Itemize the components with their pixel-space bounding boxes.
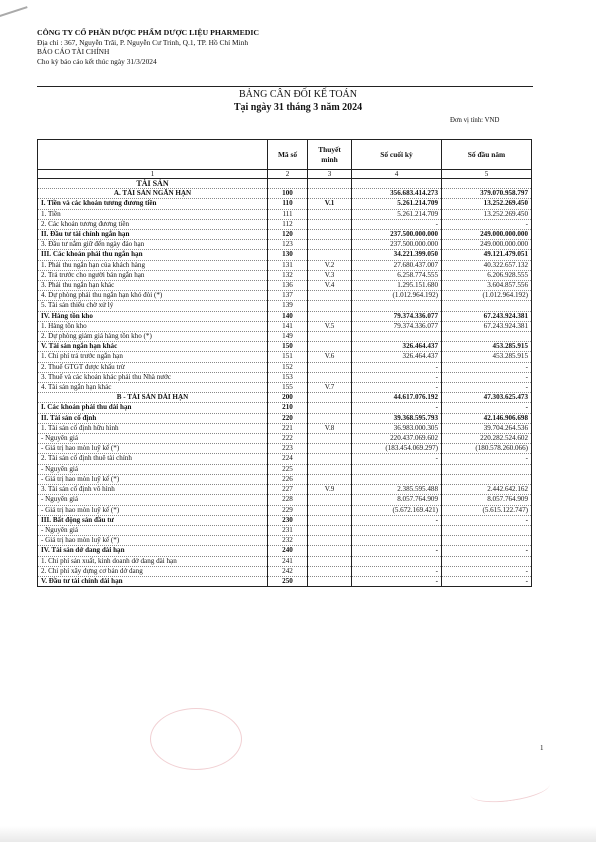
cell-label: TÀI SẢN (38, 179, 268, 189)
cell-begin: 6.206.928.555 (442, 270, 532, 280)
cell-code: 151 (268, 352, 308, 362)
scan-bottom-edge (0, 826, 596, 842)
cell-begin: - (442, 454, 532, 464)
cell-begin: - (442, 219, 532, 229)
cell-begin: 13.252.269.450 (442, 199, 532, 209)
cell-note: V.2 (308, 260, 352, 270)
cell-code: 232 (268, 536, 308, 546)
header-note: Thuyết minh (308, 140, 352, 170)
cell-note (308, 332, 352, 342)
cell-label: A. TÀI SẢN NGẮN HẠN (38, 189, 268, 199)
cell-end: 27.680.437.007 (352, 260, 442, 270)
cell-note (308, 291, 352, 301)
cell-end: 34.221.399.050 (352, 250, 442, 260)
table-row (38, 301, 532, 311)
cell-label: - Giá trị hao mòn luỹ kế (*) (38, 536, 268, 546)
cell-end: (183.454.069.297) (352, 444, 442, 454)
table-row (38, 505, 532, 515)
cell-label: I. Các khoản phải thu dài hạn (38, 403, 268, 413)
cell-end: 5.261.214.709 (352, 209, 442, 219)
cell-end: 237.500.000.000 (352, 230, 442, 240)
cell-label: - Giá trị hao mòn luỹ kế (*) (38, 444, 268, 454)
cell-note: V.3 (308, 270, 352, 280)
cell-note: V.6 (308, 352, 352, 362)
cell-code (268, 179, 308, 189)
table-row (38, 352, 532, 362)
cell-code: 230 (268, 515, 308, 525)
header-divider (37, 86, 533, 87)
cell-end (352, 332, 442, 342)
cell-note: V.4 (308, 281, 352, 291)
cell-note (308, 515, 352, 525)
table-row (38, 464, 532, 474)
table-row (38, 434, 532, 444)
cell-end (352, 474, 442, 484)
cell-begin: 249.000.000.000 (442, 240, 532, 250)
cell-code: 123 (268, 240, 308, 250)
cell-begin: (5.615.122.747) (442, 505, 532, 515)
table-row (38, 209, 532, 219)
cell-label: - Nguyên giá (38, 495, 268, 505)
cell-label: I. Tiền và các khoản tương đương tiền (38, 199, 268, 209)
page-number: 1 (540, 744, 544, 752)
cell-note (308, 556, 352, 566)
cell-label: 4. Dự phòng phải thu ngắn hạn khó đòi (*) (38, 291, 268, 301)
title-main: BẢNG CÂN ĐỐI KẾ TOÁN (239, 89, 357, 100)
cell-label: 2. Chi phí xây dựng cơ bản dở dang (38, 566, 268, 576)
cell-label: 1. Tài sản cố định hữu hình (38, 423, 268, 433)
cell-end: 326.464.437 (352, 342, 442, 352)
cell-end: 79.374.336.077 (352, 311, 442, 321)
cell-begin: 39.704.264.536 (442, 423, 532, 433)
cell-end: 356.683.414.273 (352, 189, 442, 199)
report-type: BÁO CÁO TÀI CHÍNH (37, 47, 110, 57)
cell-label: 3. Phải thu ngắn hạn khác (38, 281, 268, 291)
cell-note (308, 301, 352, 311)
cell-label: 1. Chi phí trả trước ngắn hạn (38, 352, 268, 362)
table-row (38, 372, 532, 382)
cell-label: 2. Dự phòng giảm giá hàng tồn kho (*) (38, 332, 268, 342)
cell-label: III. Bất động sản đầu tư (38, 515, 268, 525)
column-number-row (38, 170, 532, 179)
cell-end: 36.983.000.305 (352, 423, 442, 433)
cell-end: - (352, 403, 442, 413)
cell-code: 139 (268, 301, 308, 311)
cell-code: 224 (268, 454, 308, 464)
table-row (38, 393, 532, 403)
cell-begin: 67.243.924.381 (442, 311, 532, 321)
cell-code: 210 (268, 403, 308, 413)
table-row (38, 179, 532, 189)
cell-note: V.1 (308, 199, 352, 209)
table-row (38, 311, 532, 321)
cell-code: 132 (268, 270, 308, 280)
cell-code: 242 (268, 566, 308, 576)
cell-label: - Nguyên giá (38, 434, 268, 444)
table-row (38, 250, 532, 260)
cell-label: 1. Tiền (38, 209, 268, 219)
scan-corner-mark (0, 0, 28, 19)
cell-end: - (352, 515, 442, 525)
cell-label: V. Đầu tư tài chính dài hạn (38, 576, 268, 586)
cell-note (308, 311, 352, 321)
cell-end: - (352, 383, 442, 393)
cell-code: 136 (268, 281, 308, 291)
cell-begin: 13.252.269.450 (442, 209, 532, 219)
title-date: Tại ngày 31 tháng 3 năm 2024 (233, 102, 363, 113)
cell-note (308, 413, 352, 423)
cell-label: V. Tài sản ngắn hạn khác (38, 342, 268, 352)
cell-end (352, 536, 442, 546)
table-row (38, 291, 532, 301)
cell-label: II. Tài sản cố định (38, 413, 268, 423)
cell-code: 111 (268, 209, 308, 219)
cell-end (352, 301, 442, 311)
cell-end: 1.295.151.680 (352, 281, 442, 291)
cell-code: 226 (268, 474, 308, 484)
cell-note (308, 536, 352, 546)
cell-begin (442, 474, 532, 484)
cell-begin: 40.322.657.132 (442, 260, 532, 270)
cell-note: V.8 (308, 423, 352, 433)
header-code: Mã số (268, 140, 308, 170)
table-row (38, 403, 532, 413)
table-row (38, 281, 532, 291)
cell-begin (442, 179, 532, 189)
cell-code: 231 (268, 525, 308, 535)
cell-label: 2. Các khoản tương đương tiền (38, 219, 268, 229)
column-number: 3 (308, 170, 352, 179)
cell-label: II. Đầu tư tài chính ngắn hạn (38, 230, 268, 240)
cell-code: 140 (268, 311, 308, 321)
cell-end: 6.258.774.555 (352, 270, 442, 280)
cell-begin: 453.285.915 (442, 342, 532, 352)
cell-note (308, 240, 352, 250)
cell-code: 131 (268, 260, 308, 270)
cell-code: 228 (268, 495, 308, 505)
cell-label: 2. Tài sản cố định thuê tài chính (38, 454, 268, 464)
table-row (38, 199, 532, 209)
cell-begin: 8.057.764.909 (442, 495, 532, 505)
table-row (38, 546, 532, 556)
cell-end: (5.672.169.421) (352, 505, 442, 515)
cell-note: V.7 (308, 383, 352, 393)
cell-label: - Giá trị hao mòn luỹ kế (*) (38, 505, 268, 515)
table-row (38, 321, 532, 331)
table-row (38, 485, 532, 495)
table-row (38, 342, 532, 352)
cell-note (308, 546, 352, 556)
cell-end: (1.012.964.192) (352, 291, 442, 301)
cell-note (308, 434, 352, 444)
cell-code: 220 (268, 413, 308, 423)
cell-label: III. Các khoản phải thu ngắn hạn (38, 250, 268, 260)
table-row (38, 536, 532, 546)
table-header-row (38, 140, 532, 170)
cell-label: 3. Tài sản cố định vô hình (38, 485, 268, 495)
cell-label: B - TÀI SẢN DÀI HẠN (38, 393, 268, 403)
cell-note (308, 444, 352, 454)
cell-label: 2. Thuế GTGT được khấu trừ (38, 362, 268, 372)
cell-end: 44.617.076.192 (352, 393, 442, 403)
cell-label: 3. Đầu tư nắm giữ đến ngày đáo hạn (38, 240, 268, 250)
cell-code: 100 (268, 189, 308, 199)
cell-end (352, 464, 442, 474)
table-row (38, 576, 532, 586)
cell-begin: 379.070.958.797 (442, 189, 532, 199)
column-number: 4 (352, 170, 442, 179)
cell-end: 2.385.595.488 (352, 485, 442, 495)
cell-code: 152 (268, 362, 308, 372)
table-row (38, 240, 532, 250)
cell-end: - (352, 566, 442, 576)
cell-note (308, 219, 352, 229)
cell-note (308, 566, 352, 576)
cell-code: 241 (268, 556, 308, 566)
cell-code: 153 (268, 372, 308, 382)
cell-label: - Nguyên giá (38, 464, 268, 474)
cell-label: IV. Tài sản dở dang dài hạn (38, 546, 268, 556)
faded-signature (469, 773, 551, 807)
cell-begin: (1.012.964.192) (442, 291, 532, 301)
table-row (38, 189, 532, 199)
cell-end (352, 525, 442, 535)
table-row (38, 332, 532, 342)
cell-begin: 453.285.915 (442, 352, 532, 362)
cell-label: - Nguyên giá (38, 525, 268, 535)
cell-label: 1. Chi phí sản xuất, kinh doanh dở dang dài hạn (38, 556, 268, 566)
cell-note (308, 576, 352, 586)
table-row (38, 515, 532, 525)
table-body (38, 170, 532, 587)
table-row (38, 270, 532, 280)
cell-code: 130 (268, 250, 308, 260)
column-number: 5 (442, 170, 532, 179)
cell-begin: 249.000.000.000 (442, 230, 532, 240)
table-row (38, 230, 532, 240)
cell-end (352, 179, 442, 189)
cell-begin: 49.121.479.051 (442, 250, 532, 260)
cell-code: 222 (268, 434, 308, 444)
cell-code: 149 (268, 332, 308, 342)
cell-begin: - (442, 372, 532, 382)
cell-begin (442, 464, 532, 474)
cell-note: V.5 (308, 321, 352, 331)
cell-label: 1. Phải thu ngắn hạn của khách hàng (38, 260, 268, 270)
cell-end: - (352, 576, 442, 586)
cell-begin: - (442, 383, 532, 393)
cell-note (308, 454, 352, 464)
currency-unit: Đơn vị tính: VND (450, 117, 500, 124)
table-row (38, 495, 532, 505)
cell-begin: - (442, 362, 532, 372)
cell-note (308, 189, 352, 199)
table-row (38, 556, 532, 566)
cell-begin (442, 332, 532, 342)
cell-begin (442, 525, 532, 535)
cell-code: 137 (268, 291, 308, 301)
cell-note (308, 393, 352, 403)
cell-begin: - (442, 515, 532, 525)
table-row (38, 260, 532, 270)
cell-code: 240 (268, 546, 308, 556)
cell-begin: 2.442.642.162 (442, 485, 532, 495)
cell-end: 39.368.595.793 (352, 413, 442, 423)
cell-begin: 220.282.524.602 (442, 434, 532, 444)
cell-begin: - (442, 566, 532, 576)
cell-end: 79.374.336.077 (352, 321, 442, 331)
cell-code: 200 (268, 393, 308, 403)
document-header (37, 28, 259, 66)
cell-begin (442, 556, 532, 566)
header-begin-year: Số đầu năm (442, 140, 532, 170)
table-row (38, 219, 532, 229)
cell-end: - (352, 362, 442, 372)
cell-code: 225 (268, 464, 308, 474)
cell-end: - (352, 219, 442, 229)
cell-note (308, 464, 352, 474)
header-item (38, 140, 268, 170)
cell-code: 150 (268, 342, 308, 352)
cell-code: 110 (268, 199, 308, 209)
cell-label: 4. Tài sản ngắn hạn khác (38, 383, 268, 393)
cell-note (308, 179, 352, 189)
table-row (38, 444, 532, 454)
document-title (0, 88, 596, 114)
cell-note: V.9 (308, 485, 352, 495)
cell-end: - (352, 454, 442, 464)
cell-note (308, 362, 352, 372)
cell-label: 5. Tài sản thiếu chờ xử lý (38, 301, 268, 311)
table-row (38, 566, 532, 576)
cell-note (308, 525, 352, 535)
cell-begin (442, 536, 532, 546)
cell-note (308, 372, 352, 382)
cell-label: - Giá trị hao mòn luỹ kế (*) (38, 474, 268, 484)
cell-code: 221 (268, 423, 308, 433)
cell-label: 2. Trả trước cho người bán ngắn hạn (38, 270, 268, 280)
cell-end: 5.261.214.709 (352, 199, 442, 209)
cell-label: 3. Thuế và các khoản khác phải thu Nhà nước (38, 372, 268, 382)
cell-begin: 42.146.906.698 (442, 413, 532, 423)
report-period: Cho kỳ báo cáo kết thúc ngày 31/3/2024 (37, 56, 157, 66)
table-row (38, 383, 532, 393)
cell-note (308, 495, 352, 505)
column-number: 1 (38, 170, 268, 179)
cell-note (308, 403, 352, 413)
cell-begin: - (442, 546, 532, 556)
cell-note (308, 209, 352, 219)
cell-code: 141 (268, 321, 308, 331)
balance-sheet-table (37, 139, 532, 587)
cell-note (308, 474, 352, 484)
table-row (38, 362, 532, 372)
cell-end: 326.464.437 (352, 352, 442, 362)
cell-begin: (180.578.260.066) (442, 444, 532, 454)
cell-code: 250 (268, 576, 308, 586)
cell-end (352, 556, 442, 566)
cell-code: 229 (268, 505, 308, 515)
table-row (38, 525, 532, 535)
cell-begin: 67.243.924.381 (442, 321, 532, 331)
cell-code: 227 (268, 485, 308, 495)
cell-code: 120 (268, 230, 308, 240)
cell-begin: - (442, 403, 532, 413)
faded-stamp (150, 708, 242, 770)
company-name: CÔNG TY CỔ PHẦN DƯỢC PHẨM DƯỢC LIỆU PHARMEDIC (37, 28, 260, 37)
cell-end: - (352, 372, 442, 382)
cell-begin: 47.303.625.473 (442, 393, 532, 403)
cell-label: IV. Hàng tồn kho (38, 311, 268, 321)
cell-end: 220.437.069.602 (352, 434, 442, 444)
cell-note (308, 505, 352, 515)
cell-note (308, 250, 352, 260)
cell-end: 8.057.764.909 (352, 495, 442, 505)
cell-begin: 3.604.857.556 (442, 281, 532, 291)
company-address: Địa chỉ : 367, Nguyễn Trãi, P. Nguyễn Cư Trinh, Q.1, TP. Hồ Chí Minh (37, 37, 249, 47)
cell-code: 155 (268, 383, 308, 393)
cell-note (308, 230, 352, 240)
table-row (38, 413, 532, 423)
cell-label: 1. Hàng tồn kho (38, 321, 268, 331)
column-number: 2 (268, 170, 308, 179)
cell-code: 112 (268, 219, 308, 229)
table-row (38, 474, 532, 484)
cell-begin (442, 301, 532, 311)
cell-end: - (352, 546, 442, 556)
header-end-period: Số cuối kỳ (352, 140, 442, 170)
cell-end: 237.500.000.000 (352, 240, 442, 250)
table-row (38, 454, 532, 464)
cell-note (308, 342, 352, 352)
cell-code: 223 (268, 444, 308, 454)
table-row (38, 423, 532, 433)
cell-begin: - (442, 576, 532, 586)
